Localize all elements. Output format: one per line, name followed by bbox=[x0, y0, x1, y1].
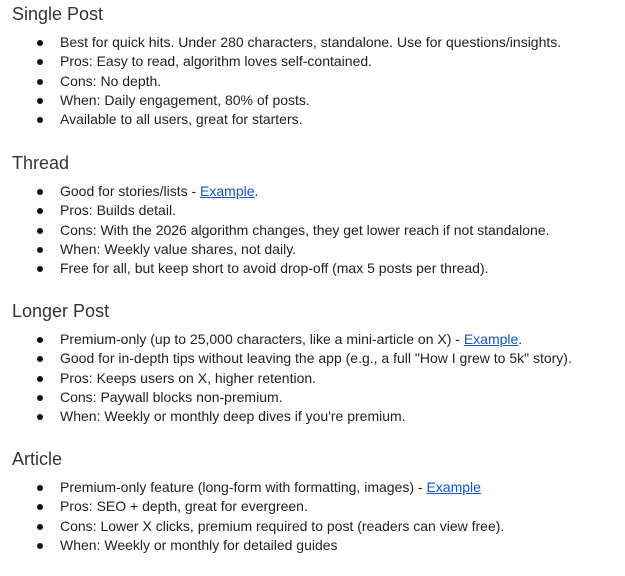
list-item-text: When: Weekly or monthly for detailed guides bbox=[60, 536, 338, 553]
list-item bbox=[12, 33, 622, 52]
list-item bbox=[12, 330, 622, 349]
list-item bbox=[12, 388, 622, 407]
list-item bbox=[12, 478, 622, 497]
list-item-text: Cons: With the 2026 algorithm changes, they get lower reach if not standalone. bbox=[60, 221, 550, 238]
list-item-text: Good for stories/lists - bbox=[60, 183, 201, 199]
list-item-text: Good for in-depth tips without leaving the app (e.g., a full "How I grew to 5k" story). bbox=[60, 350, 572, 367]
list-item bbox=[12, 497, 622, 516]
list-item bbox=[12, 536, 622, 555]
list-item-text: Cons: Paywall blocks non-premium. bbox=[60, 388, 283, 405]
list-item-text: Premium-only feature (long-form with formatting, images) - bbox=[60, 479, 427, 495]
list-item bbox=[12, 52, 622, 71]
list-item-suffix: . bbox=[254, 183, 259, 199]
section-single-post bbox=[12, 3, 622, 129]
list-item bbox=[12, 369, 622, 388]
bullet-list bbox=[12, 33, 622, 129]
section-heading: Longer Post bbox=[12, 301, 110, 321]
example-link[interactable]: Example bbox=[463, 331, 519, 347]
list-item bbox=[12, 201, 622, 220]
list-item-text: Best for quick hits. Under 280 characters, standalone. Use for questions/insights. bbox=[60, 34, 562, 50]
list-item bbox=[12, 221, 622, 240]
list-item-text: When: Daily engagement, 80% of posts. bbox=[60, 91, 310, 108]
list-item-text: Pros: Easy to read, algorithm loves self-contained. bbox=[60, 53, 373, 70]
list-item-text: When: Weekly or monthly deep dives if you're premium. bbox=[60, 408, 406, 425]
list-item-text: Available to all users, great for starters. bbox=[60, 111, 303, 128]
section-heading: Thread bbox=[12, 153, 70, 173]
list-item-text: Cons: Lower X clicks, premium required to post (readers can view free). bbox=[60, 517, 505, 534]
list-item bbox=[12, 259, 622, 278]
bullet-list bbox=[12, 330, 622, 426]
section-article bbox=[12, 448, 622, 555]
list-item-text: Pros: Keeps users on X, higher retention. bbox=[60, 369, 317, 386]
list-item-text: Premium-only (up to 25,000 characters, like a mini-article on X) - bbox=[60, 331, 464, 347]
example-link[interactable]: Example bbox=[426, 479, 481, 495]
bullet-list bbox=[12, 182, 622, 278]
section-heading: Article bbox=[12, 449, 63, 469]
list-item bbox=[12, 72, 622, 91]
bullet-list bbox=[12, 478, 622, 555]
section-thread bbox=[12, 152, 622, 278]
list-item bbox=[12, 517, 622, 536]
list-item bbox=[12, 240, 622, 259]
list-item-text: Free for all, but keep short to avoid drop-off (max 5 posts per thread). bbox=[60, 260, 489, 277]
list-item-text: When: Weekly value shares, not daily. bbox=[60, 240, 297, 257]
list-item bbox=[12, 349, 622, 368]
list-item bbox=[12, 91, 622, 110]
list-item-text: Cons: No depth. bbox=[60, 72, 162, 89]
list-item bbox=[12, 110, 622, 129]
list-item bbox=[12, 182, 622, 201]
section-heading: Single Post bbox=[12, 4, 104, 24]
list-item bbox=[12, 407, 622, 426]
example-link[interactable]: Example bbox=[200, 183, 255, 199]
list-item-suffix: . bbox=[518, 331, 523, 347]
section-longer-post bbox=[12, 300, 622, 426]
list-item-text: Pros: SEO + depth, great for evergreen. bbox=[60, 498, 308, 515]
list-item-text: Pros: Builds detail. bbox=[60, 202, 176, 219]
